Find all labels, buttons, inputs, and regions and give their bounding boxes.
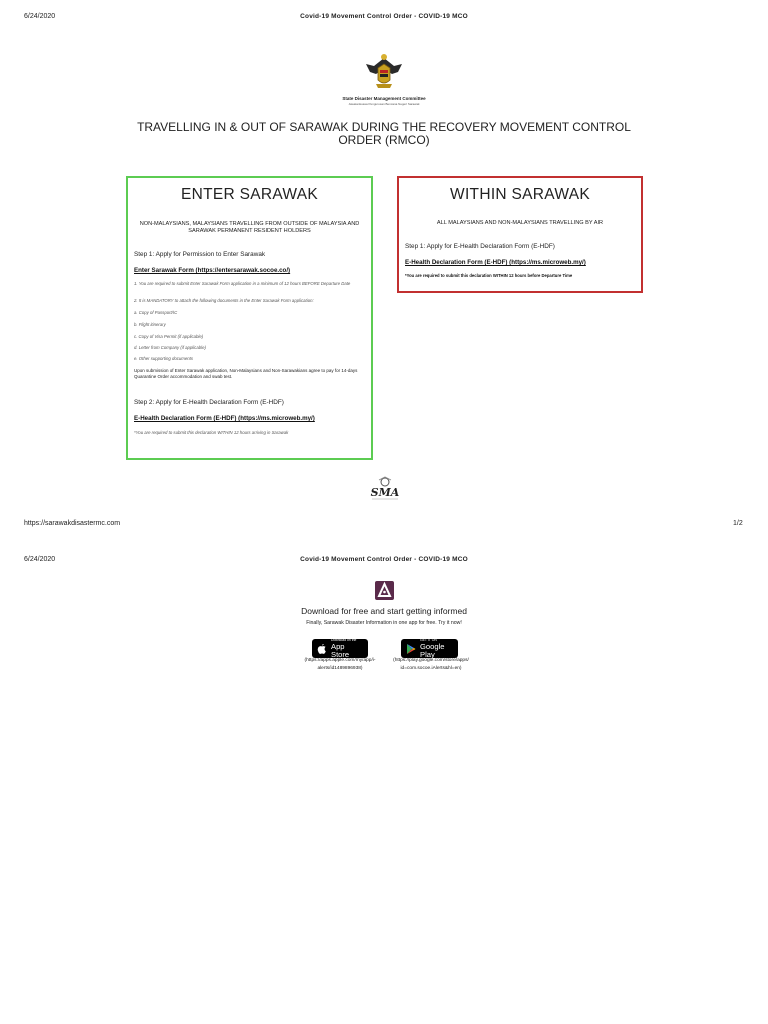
enter-sarawak-heading: ENTER SARAWAK bbox=[180, 186, 319, 203]
enter-step2: Step 2: Apply for E-Health Declaration Form (E-HDF) bbox=[134, 399, 284, 406]
app-store-label: App Store bbox=[331, 642, 350, 659]
google-play-url[interactable] bbox=[381, 657, 481, 673]
app-store-url[interactable] bbox=[290, 657, 390, 673]
within-ehdf-link[interactable]: E-Health Declaration Form (E-HDF) (https://ms.microweb.my/) bbox=[405, 259, 586, 266]
enter-doc-b: b. Flight itinerary bbox=[134, 322, 166, 327]
committee-name: State Disaster Management Committee bbox=[342, 96, 426, 101]
apple-icon bbox=[317, 643, 327, 655]
enter-step1: Step 1: Apply for Permission to Enter Sarawak bbox=[134, 251, 266, 258]
svg-text:SMA: SMA bbox=[370, 486, 400, 499]
enter-sarawak-subheading: NON-MALAYSIANS, MALAYSIANS TRAVELLING FROM OUTSIDE OF MALAYSIA AND SARAWAK PERMANENT RESIDENT HOLDERS bbox=[139, 221, 360, 234]
google-play-icon bbox=[406, 643, 416, 655]
google-play-label: Google Play bbox=[420, 642, 445, 659]
enter-doc-a: a. Copy of Passport/IC bbox=[134, 310, 178, 315]
within-sarawak-subheading: ALL MALAYSIANS AND NON-MALAYSIANS TRAVELLING BY AIR bbox=[436, 220, 604, 226]
within-sarawak-panel bbox=[397, 176, 643, 293]
app-store-url-line1[interactable]: (https://apps.apple.com/my/app/i- bbox=[304, 658, 376, 663]
sma-logo-icon bbox=[366, 476, 404, 502]
enter-note-2: 2. It is MANDATORY to attach the following documents in the Enter Sarawak Form application: bbox=[134, 298, 314, 303]
within-sarawak-heading: WITHIN SARAWAK bbox=[450, 186, 590, 203]
enter-note-ehdf: *You are required to submit this declaration WITHIN 12 hours arriving in Sarawak bbox=[134, 430, 289, 435]
enter-doc-e: e. Other supporting documents bbox=[134, 356, 193, 361]
enter-doc-c: c. Copy of Visa Permit (if applicable) bbox=[134, 334, 204, 339]
app-logo-icon bbox=[375, 581, 394, 600]
enter-ehdf-link[interactable]: E-Health Declaration Form (E-HDF) (https://ms.microweb.my/) bbox=[134, 415, 315, 422]
google-play-small-text: GET IT ON bbox=[420, 637, 437, 642]
app-store-small-text: Download on the bbox=[331, 637, 357, 642]
enter-sarawak-panel bbox=[126, 176, 373, 460]
app-store-url-line2[interactable]: alerts/id1489896938) bbox=[317, 666, 363, 671]
enter-note-1: 1. You are required to submit Enter Sarawak Form application in a minimum of 12 hours BEFORE Departure Date bbox=[134, 281, 351, 286]
app-store-button[interactable] bbox=[312, 639, 368, 658]
page-title: TRAVELLING IN & OUT OF SARAWAK DURING THE RECOVERY MOVEMENT CONTROL ORDER (RMCO) bbox=[137, 120, 631, 147]
committee-label bbox=[320, 96, 448, 106]
sarawak-crest-icon bbox=[364, 52, 404, 94]
google-play-url-line2[interactable]: id=com.socoe.iAlerts&hl=en) bbox=[400, 666, 462, 671]
google-play-button[interactable] bbox=[401, 639, 458, 658]
enter-doc-d: d. Letter from Company (if applicable) bbox=[134, 345, 206, 350]
within-note: *You are required to submit this declaration WITHIN 12 hours before Departure Time bbox=[405, 273, 573, 278]
header-date-p2: 6/24/2020 bbox=[24, 556, 56, 563]
header-title: Covid-19 Movement Control Order - COVID-19 MCO bbox=[300, 13, 468, 20]
header-date: 6/24/2020 bbox=[24, 13, 56, 20]
within-step1: Step 1: Apply for E-Health Declaration Form (E-HDF) bbox=[405, 243, 555, 250]
committee-sub: Jawatankuasa Pengurusan Bencana Negeri Sarawak bbox=[348, 102, 420, 106]
header-title-p2: Covid-19 Movement Control Order - COVID-19 MCO bbox=[300, 556, 468, 563]
footer-url[interactable]: https://sarawakdisastermc.com bbox=[24, 520, 121, 527]
enter-sarawak-form-link[interactable]: Enter Sarawak Form (https://entersarawak.socoe.co/) bbox=[134, 267, 291, 274]
download-title: Download for free and start getting informed bbox=[301, 606, 467, 616]
footer-page-number: 1/2 bbox=[733, 520, 743, 527]
google-play-url-line1[interactable]: (https://play.google.com/store/apps/ bbox=[393, 658, 469, 663]
enter-submission-note: Upon submission of Enter Sarawak application, Non-Malaysians and Non-Sarawakians agree to pay for 14-days Quarantine Order accommodation and swab test. bbox=[134, 368, 358, 379]
download-subtitle: Finally, Sarawak Disaster Information in one app for free. Try it now! bbox=[306, 620, 462, 626]
